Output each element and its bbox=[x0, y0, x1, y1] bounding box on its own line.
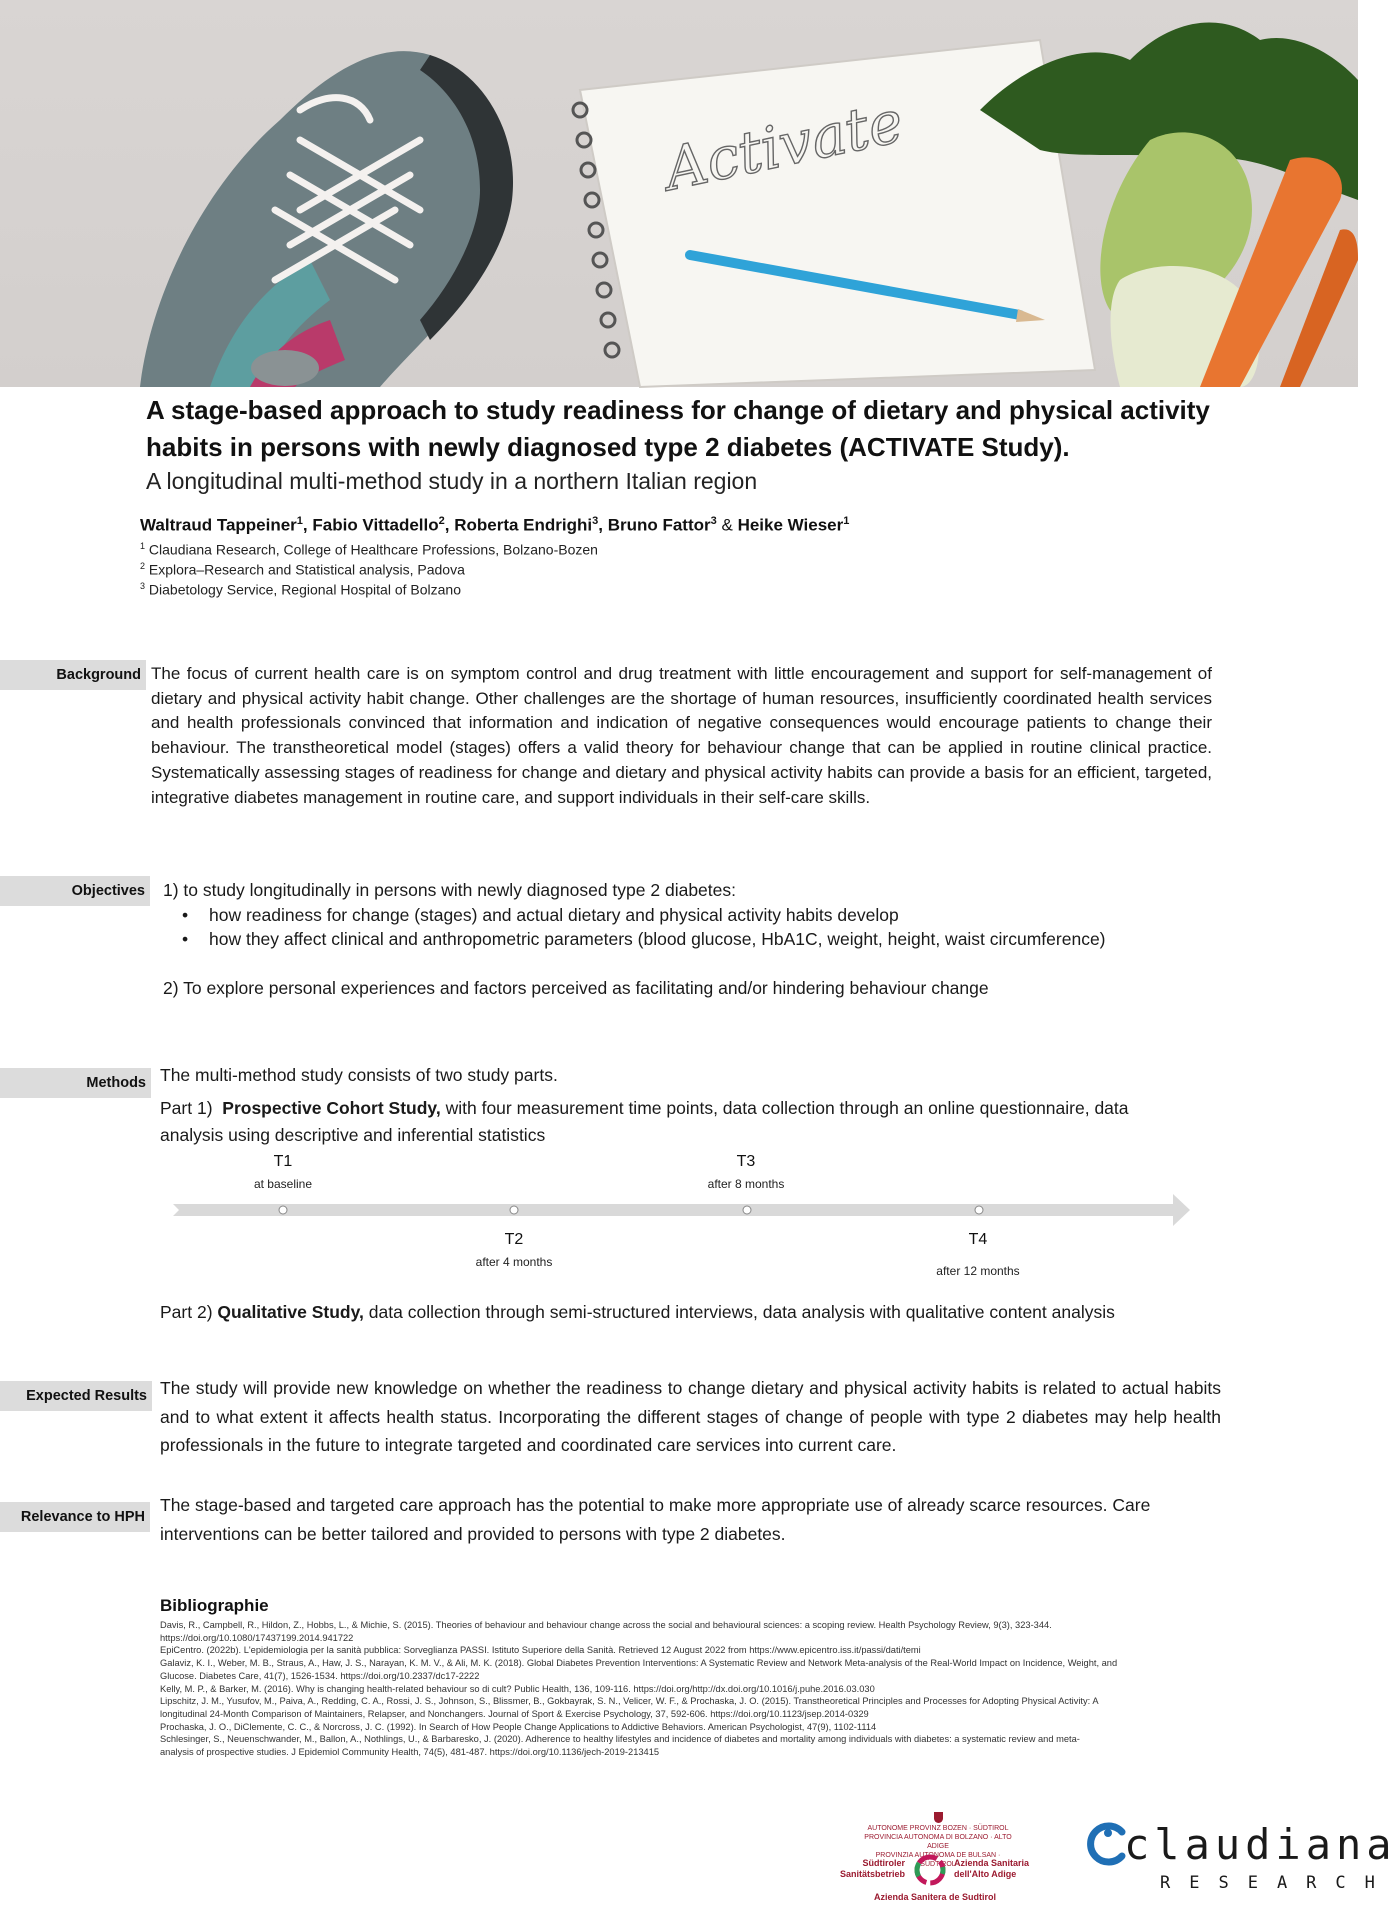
bibliography-line: Davis, R., Campbell, R., Hildon, Z., Hobbs, L., & Michie, S. (2015). Theories of behaviour and behaviour change across the social and behavioural sciences: a scoping review. Health Psychology Review, 9(3), 323-344. bbox=[160, 1620, 1052, 1630]
part1-prefix: Part 1) bbox=[160, 1098, 213, 1118]
timeline-label-t3: T3 bbox=[736, 1153, 756, 1170]
author-name: Heike Wieser bbox=[737, 515, 844, 535]
header-illustration bbox=[0, 0, 1358, 387]
affiliation bbox=[140, 581, 461, 598]
province-line: PROVINZIA AUTONOMA DE BULSAN · SÜDTIROL bbox=[875, 1852, 1001, 1868]
timeline-arrow bbox=[165, 1190, 1195, 1230]
expected-results-label: Expected Results bbox=[0, 1381, 152, 1411]
timeline-point-t1 bbox=[279, 1206, 287, 1214]
part1-title: Prospective Cohort Study, bbox=[222, 1098, 441, 1118]
poster-subtitle: A longitudinal multi-method study in a northern Italian region bbox=[146, 468, 758, 494]
relevance-label: Relevance to HPH bbox=[0, 1502, 150, 1532]
affiliation-number: 3 bbox=[140, 581, 146, 591]
author-separator: , bbox=[598, 515, 608, 535]
author-name: Waltraud Tappeiner bbox=[140, 515, 297, 535]
expected-results-text: The study will provide new knowledge on whether the readiness to change dietary and physical activity habits is related to actual habits and to what extent it affects health status. Incorporating the different stages of change of people with type 2 diabetes may help health professionals in the future to integrate targeted and coordinated care services into current care. bbox=[160, 1378, 1221, 1455]
timeline-sub-t4: after 12 months bbox=[936, 1264, 1020, 1278]
timeline-sub-t2: after 4 months bbox=[475, 1255, 553, 1269]
objective-bullet: • how they affect clinical and anthropometric parameters (blood glucose, HbA1C, weight, height, waist circumference) bbox=[209, 929, 1106, 950]
health-agency-ring-icon bbox=[912, 1852, 948, 1888]
author-list bbox=[140, 515, 849, 536]
poster-title bbox=[146, 392, 1266, 466]
health-agency-right bbox=[954, 1858, 1034, 1880]
author-separator: , bbox=[302, 515, 313, 535]
bibliography-line: Prochaska, J. O., DiClemente, C. C., & Norcross, J. C. (1992). In Search of How People Change Applications to Addictive Behaviors. American Psychologist, 47(9), 1102-1114 bbox=[160, 1721, 877, 1732]
author-affiliation-mark: 1 bbox=[296, 515, 303, 527]
claudiana-research-text: RESEARCH bbox=[1160, 1873, 1394, 1893]
health-agency-text: Sanitätsbetrieb bbox=[840, 1869, 906, 1879]
timeline-sub-t3: after 8 months bbox=[707, 1177, 785, 1191]
bibliography-line: Lipschitz, J. M., Yusufov, M., Paiva, A., Redding, C. A., Rossi, J. S., Johnson, S., Blissmer, B., Gokbayrak, S. N., Velicer, W. F., & Prochaska, J. O. (2015). Transtheoretical Principles and Processes for Adopting Physical Activity: A bbox=[160, 1696, 1099, 1707]
bibliography-list bbox=[160, 1619, 1230, 1759]
bibliography-line: Glucose. Diabetes Care, 41(7), 1526-1534. https://doi.org/10.2337/dc17-2222 bbox=[160, 1670, 480, 1681]
claudiana-logo-icon bbox=[1082, 1822, 1126, 1866]
affiliation-text: Explora–Research and Statistical analysis, Padova bbox=[148, 561, 465, 578]
health-agency-bottom: Azienda Sanitera de Sudtirol bbox=[873, 1892, 997, 1902]
bibliography-line: analysis of prospective studies. J Epidemiol Community Health, 74(5), 481-487. https://doi.org/10.1136/jech-2019-213415 bbox=[160, 1747, 660, 1758]
author-separator: , bbox=[444, 515, 455, 535]
bibliography-line: longitudinal 24-Month Comparison of Maintainers, Relapser, and Nonchangers. Journal of Sport & Exercise Psychology, 37, 592-606. https://doi.org/10.1123/jsep.2014-0329 bbox=[160, 1708, 869, 1719]
coat-of-arms-icon bbox=[858, 1812, 1018, 1823]
title-line-1: A stage-based approach to study readiness for change of dietary and physical activity bbox=[146, 395, 1210, 425]
bibliography-line: Schlesinger, S., Neuenschwander, M., Ballon, A., Nothlings, U., & Barbaresko, J. (2020). Adherence to healthy lifestyles and incidence of diabetes and mortality among individuals with diabetes: a systematic review and meta- bbox=[160, 1734, 1080, 1745]
author-affiliation-mark: 3 bbox=[710, 515, 717, 527]
timeline-sub-t1: at baseline bbox=[253, 1177, 313, 1191]
author-affiliation-mark: 1 bbox=[843, 515, 850, 527]
affiliation-number: 1 bbox=[140, 541, 146, 551]
bibliography-line: Kelly, M. P., & Barker, M. (2016). Why is changing health-related behaviour so di cult? Public Health, 136, 109-116. https://doi.org/http://dx.doi.org/10.1016/j.puhe.2016.03.030 bbox=[160, 1683, 875, 1694]
affiliation-text: Diabetology Service, Regional Hospital of Bolzano bbox=[148, 581, 461, 598]
shoe-image bbox=[140, 51, 513, 387]
province-line: PROVINCIA AUTONOMA DI BOLZANO · ALTO ADIGE bbox=[864, 1834, 1012, 1850]
objective-1: 1) to study longitudinally in persons with newly diagnosed type 2 diabetes: bbox=[163, 880, 736, 900]
objective-2: 2) To explore personal experiences and factors perceived as facilitating and/or hindering behaviour change bbox=[163, 978, 989, 998]
author-affiliation-mark: 2 bbox=[438, 515, 445, 527]
objective-bullet: • how readiness for change (stages) and actual dietary and physical activity habits develop bbox=[209, 905, 899, 926]
timeline-label-t2: T2 bbox=[504, 1231, 524, 1248]
part2-prefix: Part 2) bbox=[160, 1302, 213, 1322]
title-line-2: habits in persons with newly diagnosed type 2 diabetes (ACTIVATE Study). bbox=[146, 432, 1070, 462]
affiliation bbox=[140, 541, 598, 558]
health-agency-text: Südtiroler bbox=[862, 1858, 905, 1868]
author-name: Fabio Vittadello bbox=[312, 515, 439, 535]
bibliography-title: Bibliographie bbox=[160, 1596, 269, 1615]
claudiana-logo-text: claudiana bbox=[1124, 1820, 1397, 1869]
timeline-point-t4 bbox=[975, 1206, 983, 1214]
methods-part1-cont: analysis using descriptive and inferential statistics bbox=[160, 1125, 546, 1145]
author-separator: & bbox=[716, 515, 738, 535]
bibliography-line: Galaviz, K. I., Weber, M. B., Straus, A., Haw, J. S., Narayan, K. M. V., & Ali, M. K. (2018). Global Diabetes Prevention Interventions: A Systematic Review and Network Meta-analysis of the Real-World Impact on Incidence, Weight, and bbox=[160, 1658, 1118, 1669]
affiliation-text: Claudiana Research, College of Healthcare Professions, Bolzano-Bozen bbox=[148, 541, 598, 558]
affiliation bbox=[140, 561, 465, 578]
part2-title: Qualitative Study, bbox=[217, 1302, 364, 1322]
methods-intro: The multi-method study consists of two study parts. bbox=[160, 1065, 558, 1085]
header-photo bbox=[0, 0, 1358, 387]
objectives-label: Objectives bbox=[0, 876, 150, 906]
timeline-label-t4: T4 bbox=[968, 1231, 988, 1248]
health-agency-logo bbox=[840, 1852, 1030, 1907]
bibliography-line: https://doi.org/10.1080/17437199.2014.941722 bbox=[160, 1632, 354, 1643]
part2-description: data collection through semi-structured interviews, data analysis with qualitative content analysis bbox=[363, 1302, 1115, 1322]
background-text: The focus of current health care is on symptom control and drug treatment with little encouragement and support for self-management of dietary and physical activity habit change. Other challenges are the shortage of human resources, insufficiently coordinated health services and health professionals convinced that information and indication of negative consequences would encourage patients to change their behaviour. The transtheoretical model (stages) offers a valid theory for behaviour change that can be applied in routine clinical practice. Systematically assessing stages of readiness for change and dietary and physical activity habits can provide a basis for an efficient, targeted, integrative diabetes management in routine care, and support individuals in their self-care skills. bbox=[151, 664, 1212, 807]
background-label: Background bbox=[0, 660, 146, 690]
author-name: Bruno Fattor bbox=[607, 515, 711, 535]
bibliography-line: EpiCentro. (2022b). L'epidemiologia per la sanità pubblica: Sorveglianza PASSI. Istituto Superiore della Sanità. Retrieved 12 August 2022 from https://www.epicentro.iss.it/passi/dati/temi bbox=[160, 1645, 921, 1656]
relevance-text: The stage-based and targeted care approach has the potential to make more appropriate use of already scarce resources. Care interventions can be better tailored and provided to persons with type 2 diabetes. bbox=[160, 1495, 1151, 1544]
part1-description: with four measurement time points, data collection through an online questionnaire, data bbox=[440, 1098, 1129, 1118]
methods-part1 bbox=[160, 1098, 1129, 1119]
health-agency-text: dell'Alto Adige bbox=[954, 1869, 1017, 1879]
methods-part2 bbox=[160, 1302, 1115, 1323]
affiliation-number: 2 bbox=[140, 561, 146, 571]
province-line: AUTONOME PROVINZ BOZEN · SÜDTIROL bbox=[867, 1825, 1009, 1832]
author-affiliation-mark: 3 bbox=[592, 515, 599, 527]
health-agency-left bbox=[840, 1858, 905, 1880]
timeline-label-t1: T1 bbox=[273, 1153, 293, 1170]
timeline-point-t2 bbox=[510, 1206, 518, 1214]
methods-label: Methods bbox=[0, 1068, 151, 1098]
timeline-point-t3 bbox=[743, 1206, 751, 1214]
notebook-handwriting: Activate bbox=[658, 87, 909, 204]
author-name: Roberta Endrighi bbox=[454, 515, 593, 535]
health-agency-text: Azienda Sanitaria bbox=[954, 1858, 1030, 1868]
